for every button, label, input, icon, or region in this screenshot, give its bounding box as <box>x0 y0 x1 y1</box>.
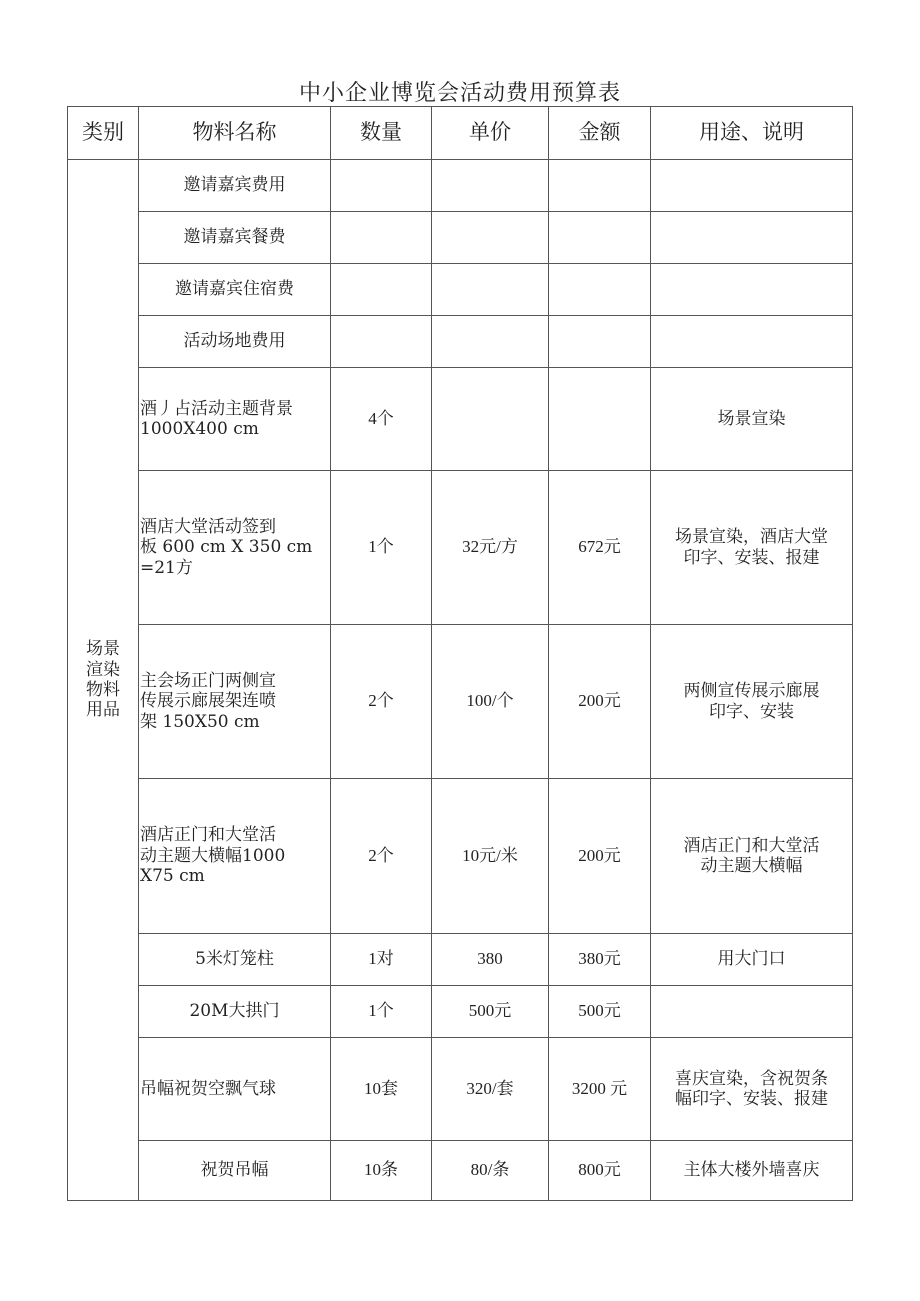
quantity-cell: 10套 <box>331 1038 432 1141</box>
usage-line: 幅印字、安装、报建 <box>675 1089 828 1109</box>
quantity-cell: 2个 <box>331 779 432 934</box>
amount-cell <box>549 368 651 471</box>
unit-price-cell <box>432 212 549 264</box>
quantity-cell <box>331 160 432 212</box>
item-name-cell <box>139 160 331 212</box>
category-line: 场景 <box>86 639 120 660</box>
category-cell <box>68 160 139 1201</box>
item-name-cell <box>139 934 331 986</box>
header-category: 类别 <box>68 107 139 160</box>
usage-cell <box>651 264 853 316</box>
usage-cell <box>651 471 853 625</box>
header-usage: 用途、说明 <box>651 107 853 160</box>
header-amount: 金额 <box>549 107 651 160</box>
header-item-name: 物料名称 <box>139 107 331 160</box>
item-name-line: 邀请嘉宾住宿费 <box>175 279 294 300</box>
item-name-line: 5米灯笼柱 <box>195 949 274 970</box>
usage-line: 用大门口 <box>717 949 786 970</box>
item-name-cell <box>139 316 331 368</box>
usage-cell <box>651 160 853 212</box>
table-row <box>68 316 853 368</box>
amount-cell: 800元 <box>549 1141 651 1201</box>
table-row <box>68 368 853 471</box>
quantity-cell: 1对 <box>331 934 432 986</box>
item-name-cell <box>139 264 331 316</box>
usage-cell <box>651 986 853 1038</box>
usage-line: 主体大楼外墙喜庆 <box>683 1160 820 1181</box>
usage-line: 场景宣染 <box>717 408 786 429</box>
item-name-line: =21方 <box>140 557 193 578</box>
category-line: 用品 <box>86 700 120 721</box>
usage-line: 场景宣染，酒店大堂 <box>675 527 828 548</box>
table-row <box>68 1141 853 1201</box>
amount-cell: 672元 <box>549 471 651 625</box>
item-name-cell <box>139 1141 331 1201</box>
unit-price-cell: 100/个 <box>432 625 549 779</box>
item-name-line: 活动场地费用 <box>183 331 286 352</box>
unit-price-cell: 380 <box>432 934 549 986</box>
table-row <box>68 264 853 316</box>
usage-cell <box>651 368 853 471</box>
usage-line: 印字、安装 <box>709 701 794 722</box>
unit-price-cell <box>432 264 549 316</box>
amount-cell <box>549 160 651 212</box>
quantity-cell: 1个 <box>331 471 432 625</box>
quantity-cell: 4个 <box>331 368 432 471</box>
item-name-line: 酒丿占活动主题背景 <box>140 398 293 419</box>
table-row <box>68 934 853 986</box>
item-name-line: 20M大拱门 <box>189 1001 280 1022</box>
item-name-line: 动主题大横幅1000 <box>140 845 286 866</box>
usage-cell <box>651 1141 853 1201</box>
amount-cell: 200元 <box>549 779 651 934</box>
item-name-cell <box>139 471 331 625</box>
item-name-cell <box>139 1038 331 1141</box>
header-unit-price: 单价 <box>432 107 549 160</box>
item-name-cell <box>139 625 331 779</box>
usage-cell <box>651 934 853 986</box>
usage-line: 印字、安装、报建 <box>683 547 820 568</box>
unit-price-cell: 500元 <box>432 986 549 1038</box>
quantity-cell: 10条 <box>331 1141 432 1201</box>
amount-cell <box>549 212 651 264</box>
quantity-cell: 2个 <box>331 625 432 779</box>
amount-cell: 500元 <box>549 986 651 1038</box>
usage-cell <box>651 316 853 368</box>
amount-cell: 380元 <box>549 934 651 986</box>
unit-price-cell <box>432 316 549 368</box>
usage-cell <box>651 1038 853 1141</box>
item-name-line: 祝贺吊幅 <box>200 1160 269 1181</box>
unit-price-cell <box>432 160 549 212</box>
table-row <box>68 625 853 779</box>
item-name-line: X75 cm <box>140 866 205 887</box>
usage-line: 酒店正门和大堂活 <box>683 835 820 856</box>
unit-price-cell: 80/条 <box>432 1141 549 1201</box>
unit-price-cell: 32元/方 <box>432 471 549 625</box>
usage-line: 喜庆宣染，含祝贺条 <box>675 1068 828 1089</box>
usage-line: 两侧宣传展示廊展 <box>683 681 820 702</box>
item-name-cell <box>139 368 331 471</box>
header-quantity: 数量 <box>331 107 432 160</box>
amount-cell <box>549 316 651 368</box>
table-row <box>68 471 853 625</box>
item-name-line: 传展示廊展架连喷 <box>140 691 276 712</box>
item-name-line: 主会场正门两侧宣 <box>140 670 276 691</box>
category-line: 物料 <box>86 680 120 700</box>
budget-table <box>67 106 853 1201</box>
amount-cell: 3200 元 <box>549 1038 651 1141</box>
table-row <box>68 212 853 264</box>
item-name-line: 酒店正门和大堂活 <box>140 825 276 846</box>
item-name-cell <box>139 212 331 264</box>
unit-price-cell <box>432 368 549 471</box>
table-row <box>68 779 853 934</box>
item-name-line: 1000X400 cm <box>140 419 259 439</box>
quantity-cell <box>331 316 432 368</box>
header-row <box>68 107 853 160</box>
quantity-cell <box>331 264 432 316</box>
page-title: 中小企业博览会活动费用预算表 <box>298 81 621 106</box>
usage-cell <box>651 625 853 779</box>
quantity-cell <box>331 212 432 264</box>
usage-cell <box>651 779 853 934</box>
table-row <box>68 1038 853 1141</box>
item-name-cell <box>139 779 331 934</box>
item-name-line: 邀请嘉宾餐费 <box>183 227 286 248</box>
usage-cell <box>651 212 853 264</box>
item-name-line: 酒店大堂活动签到 <box>140 516 276 537</box>
usage-line: 动主题大横幅 <box>700 856 803 876</box>
unit-price-cell: 10元/米 <box>432 779 549 934</box>
amount-cell: 200元 <box>549 625 651 779</box>
item-name-line: 吊幅祝贺空飘气球 <box>140 1078 276 1099</box>
table-row <box>68 986 853 1038</box>
amount-cell <box>549 264 651 316</box>
item-name-line: 架 150X50 cm <box>140 711 260 732</box>
quantity-cell: 1个 <box>331 986 432 1038</box>
category-line: 渲染 <box>86 659 120 680</box>
item-name-cell <box>139 986 331 1038</box>
table-row <box>68 160 853 212</box>
unit-price-cell: 320/套 <box>432 1038 549 1141</box>
item-name-line: 邀请嘉宾费用 <box>183 175 286 196</box>
item-name-line: 板 600 cm X 350 cm <box>140 537 313 558</box>
